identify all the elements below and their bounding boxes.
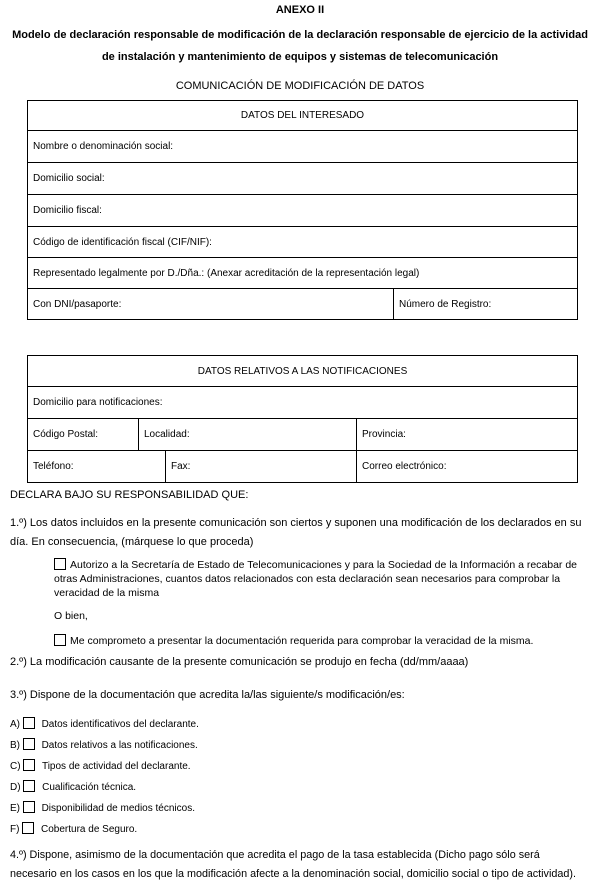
localidad-field[interactable]: Localidad: — [139, 419, 357, 451]
paragraph-1-line-1: 1.º) Los datos incluidos en la presente comunicación son ciertos y suponen una modificación de los declarados en su — [10, 517, 582, 529]
paragraph-4 — [10, 846, 595, 884]
me-comprometo-checkbox[interactable] — [54, 634, 66, 646]
option-text: Datos identificativos del declarante. — [41, 719, 199, 730]
option-text: Disponibilidad de medios técnicos. — [41, 803, 195, 814]
option-text: Cualificación técnica. — [42, 782, 137, 793]
interesado-table — [27, 100, 578, 320]
option-letter: E) — [10, 803, 20, 814]
option-d — [10, 780, 199, 801]
autorizo-text: Autorizo a la Secretaría de Estado de Telecomunicaciones y para la Sociedad de la Información a recabar de otras Administraciones, cuantos datos relacionados con esta declaración sean necesarios para comprobar la veracidad de la misma — [54, 559, 578, 599]
option-letter: B) — [10, 740, 20, 751]
annex-label: ANEXO II — [275, 4, 325, 16]
option-f — [10, 822, 199, 843]
paragraph-1-line-2: día. En consecuencia, (márquese lo que proceda) — [10, 536, 254, 548]
me-comprometo-text: Me comprometo a presentar la documentación requerida para comprobar la veracidad de la misma. — [70, 635, 534, 647]
option-b-checkbox[interactable] — [23, 738, 35, 750]
option-text: Cobertura de Seguro. — [41, 824, 138, 835]
o-bien-text: O bien, — [54, 610, 88, 622]
option-a-checkbox[interactable] — [23, 717, 35, 729]
option-letter: C) — [10, 761, 21, 772]
document-subtitle: COMUNICACIÓN DE MODIFICACIÓN DE DATOS — [175, 80, 425, 92]
domicilio-social-field[interactable]: Domicilio social: — [28, 163, 578, 195]
interesado-heading: DATOS DEL INTERESADO — [28, 101, 578, 131]
notificaciones-heading: DATOS RELATIVOS A LAS NOTIFICACIONES — [28, 356, 578, 387]
paragraph-2: 2.º) La modificación causante de la presente comunicación se produjo en fecha (dd/mm/aaaa) — [10, 656, 469, 668]
paragraph-4-line-1: 4.º) Dispone, asimismo de la documentación que acredita el pago de la tasa establecida (Dicho pago sólo será — [10, 849, 540, 861]
dni-field[interactable]: Con DNI/pasaporte: — [28, 289, 394, 320]
declara-heading: DECLARA BAJO SU RESPONSABILIDAD QUE: — [10, 489, 249, 501]
paragraph-3: 3.º) Dispone de la documentación que acredita la/las siguiente/s modificación/es: — [10, 689, 405, 701]
option-a — [10, 717, 199, 738]
notificaciones-table — [27, 355, 578, 483]
option-c — [10, 759, 199, 780]
domicilio-notificaciones-field[interactable]: Domicilio para notificaciones: — [28, 387, 578, 419]
nombre-field[interactable]: Nombre o denominación social: — [28, 131, 578, 163]
option-letter: A) — [10, 719, 20, 730]
option-f-checkbox[interactable] — [22, 822, 34, 834]
option-b — [10, 738, 199, 759]
provincia-field[interactable]: Provincia: — [357, 419, 578, 451]
me-comprometo-option — [54, 632, 533, 651]
domicilio-fiscal-field[interactable]: Domicilio fiscal: — [28, 195, 578, 227]
option-e — [10, 801, 199, 822]
paragraph-4-line-2: necesario en los casos en los que la modificación afecte a la denominación social, domicilio social o tipo de actividad). — [10, 868, 576, 880]
representado-field[interactable]: Representado legalmente por D./Dña.: (Anexar acreditación de la representación legal) — [28, 258, 578, 289]
fax-field[interactable]: Fax: — [166, 451, 357, 483]
paragraph-1 — [10, 514, 595, 552]
document-title: Modelo de declaración responsable de modificación de la declaración responsable de ejercicio de la actividad de instalación y mantenimiento de equipos y sistemas de telecomunicación — [12, 29, 588, 63]
option-c-checkbox[interactable] — [23, 759, 35, 771]
registro-field[interactable]: Número de Registro: — [394, 289, 578, 320]
option-letter: D) — [10, 782, 21, 793]
option-text: Datos relativos a las notificaciones. — [41, 740, 198, 751]
option-text: Tipos de actividad del declarante. — [41, 761, 191, 772]
telefono-field[interactable]: Teléfono: — [28, 451, 166, 483]
option-d-checkbox[interactable] — [23, 780, 35, 792]
option-letter: F) — [10, 824, 20, 835]
autorizo-checkbox[interactable] — [54, 558, 66, 570]
autorizo-option — [54, 558, 596, 600]
cif-field[interactable]: Código de identificación fiscal (CIF/NIF): — [28, 227, 578, 258]
option-e-checkbox[interactable] — [23, 801, 35, 813]
correo-field[interactable]: Correo electrónico: — [357, 451, 578, 483]
codigo-postal-field[interactable]: Código Postal: — [28, 419, 139, 451]
modification-options — [10, 717, 199, 843]
